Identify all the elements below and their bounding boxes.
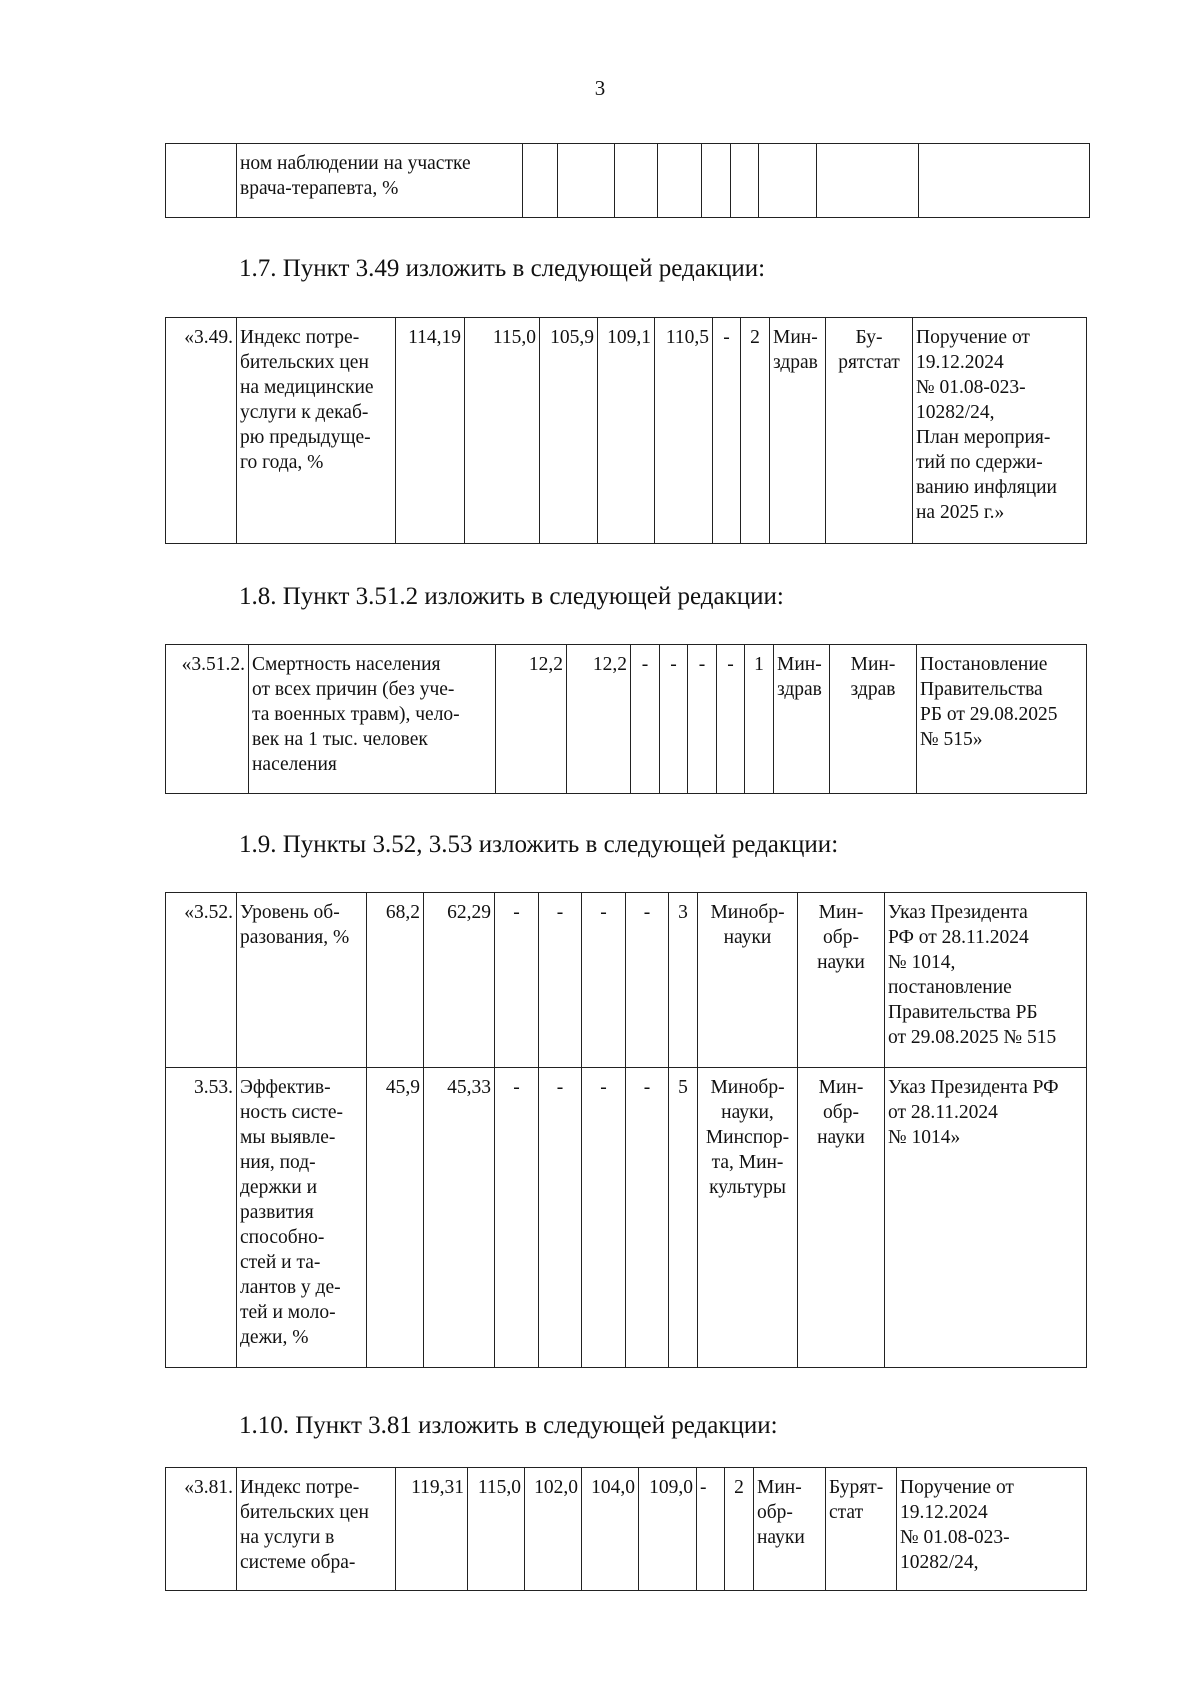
value-1: 114,19 — [396, 318, 465, 544]
table-3-81 — [165, 1467, 1087, 1591]
table-3-51-2 — [165, 644, 1087, 794]
indicator-name: ном наблюдении на участке врача-терапевта, % — [237, 144, 523, 218]
data-source: Мин- здрав — [830, 645, 917, 794]
legal-basis: Указ Президента РФ от 28.11.2024 № 1014, постановление Правительства РБ от 29.08.2025 № 515 — [885, 893, 1087, 1068]
value-4: 104,0 — [582, 1468, 639, 1591]
item-number: 3.53. — [166, 1068, 237, 1368]
value-3: 105,9 — [540, 318, 598, 544]
data-source: Мин- обр- науки — [798, 1068, 885, 1368]
item-number: «3.52. — [166, 893, 237, 1068]
value-4: - — [539, 893, 582, 1068]
indicator-name: Эффектив- ность систе- мы выявле- ния, под- держки и развития способно- стей и та- лантов у де- тей и моло- дежи, % — [237, 1068, 367, 1368]
legal-basis: Поручение от 19.12.2024 № 01.08-023- 10282/24, План мероприя- тий по сдержи- ванию инфляции на 2025 г.» — [913, 318, 1087, 544]
value-1: 12,2 — [496, 645, 567, 794]
responsible-agency: Минобр- науки — [698, 893, 798, 1068]
table-row — [166, 1468, 1087, 1591]
table-row — [166, 318, 1087, 544]
value-2: 12,2 — [567, 645, 631, 794]
value-2: 115,0 — [465, 318, 540, 544]
value-3: 102,0 — [525, 1468, 582, 1591]
section-heading-1-10: 1.10. Пункт 3.81 изложить в следующей редакции: — [239, 1412, 778, 1439]
section-heading-1-7: 1.7. Пункт 3.49 изложить в следующей редакции: — [239, 255, 766, 282]
table-3-52-3-53 — [165, 892, 1087, 1368]
value-3: - — [495, 893, 539, 1068]
table-row — [166, 1068, 1087, 1368]
value-2: 45,33 — [424, 1068, 495, 1368]
responsible-agency: Мин- здрав — [774, 645, 830, 794]
value-6: - — [697, 1468, 725, 1591]
value-7: 3 — [669, 893, 698, 1068]
data-source: Бу- рятстат — [826, 318, 913, 544]
item-number: «3.81. — [166, 1468, 237, 1591]
section-heading-1-8: 1.8. Пункт 3.51.2 изложить в следующей редакции: — [239, 583, 784, 610]
value-3: - — [495, 1068, 539, 1368]
value-7: 1 — [745, 645, 774, 794]
value-1: 119,31 — [396, 1468, 468, 1591]
section-heading-1-9: 1.9. Пункты 3.52, 3.53 изложить в следующей редакции: — [239, 831, 839, 858]
value-7: 2 — [741, 318, 770, 544]
table-row — [166, 645, 1087, 794]
item-number: «3.49. — [166, 318, 237, 544]
legal-basis: Постановление Правительства РБ от 29.08.2025 № 515» — [917, 645, 1087, 794]
table-row — [166, 893, 1087, 1068]
value-6: - — [717, 645, 745, 794]
responsible-agency: Мин- обр- науки — [754, 1468, 826, 1591]
responsible-agency: Мин- здрав — [770, 318, 826, 544]
value-6: - — [626, 1068, 669, 1368]
table-3-49 — [165, 317, 1087, 544]
indicator-name-line: бительских цен — [240, 1502, 369, 1523]
data-source: Мин- обр- науки — [798, 893, 885, 1068]
table-row — [166, 144, 1090, 218]
value-1: 45,9 — [367, 1068, 424, 1368]
continuation-table — [165, 143, 1090, 218]
value-5: - — [688, 645, 717, 794]
value-4: - — [660, 645, 688, 794]
legal-basis: Указ Президента РФ от 28.11.2024 № 1014» — [885, 1068, 1087, 1368]
value-6: - — [713, 318, 741, 544]
value-2: 62,29 — [424, 893, 495, 1068]
indicator-name — [237, 1468, 396, 1591]
value-7: 2 — [725, 1468, 754, 1591]
indicator-name-line: Индекс потре- — [240, 1477, 360, 1498]
value-5: 110,5 — [655, 318, 713, 544]
value-5: 109,0 — [639, 1468, 697, 1591]
indicator-name: Смертность населения от всех причин (без уче- та военных травм), чело- век на 1 тыс. человек населения — [249, 645, 496, 794]
indicator-name-line: системе обра- — [240, 1552, 356, 1573]
value-1: 68,2 — [367, 893, 424, 1068]
responsible-agency: Минобр- науки, Минспор- та, Мин- культуры — [698, 1068, 798, 1368]
value-5: - — [582, 1068, 626, 1368]
value-4: - — [539, 1068, 582, 1368]
value-6: - — [626, 893, 669, 1068]
value-5: - — [582, 893, 626, 1068]
page-number: 3 — [594, 76, 606, 100]
indicator-name: Уровень об- разования, % — [237, 893, 367, 1068]
value-3: - — [631, 645, 660, 794]
legal-basis: Поручение от 19.12.2024 № 01.08-023- 10282/24, — [897, 1468, 1087, 1591]
data-source: Бурят- стат — [826, 1468, 897, 1591]
value-2: 115,0 — [468, 1468, 525, 1591]
item-number: «3.51.2. — [166, 645, 249, 794]
value-7: 5 — [669, 1068, 698, 1368]
indicator-name-line: на услуги в — [240, 1527, 335, 1548]
indicator-name: Индекс потре- бительских цен на медицинские услуги к декаб- рю предыдуще- го года, % — [237, 318, 396, 544]
value-4: 109,1 — [598, 318, 655, 544]
